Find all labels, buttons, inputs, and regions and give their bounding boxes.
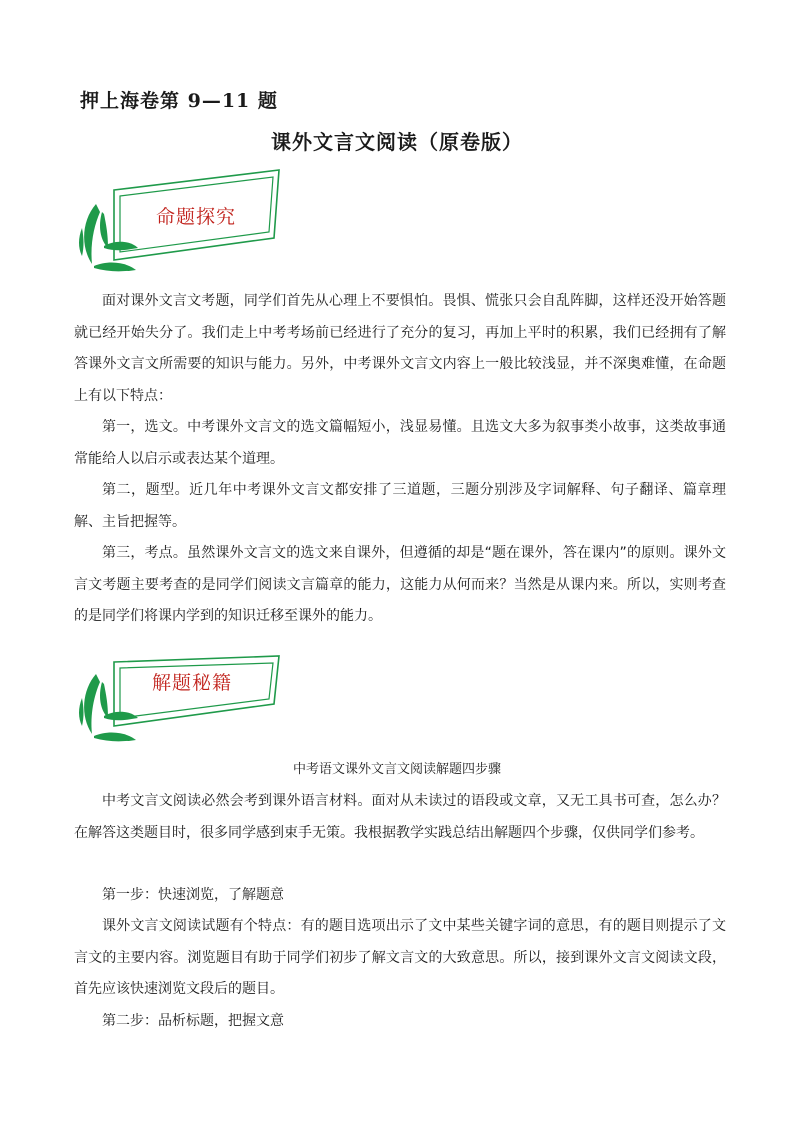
banner-label: 解题秘籍 xyxy=(152,672,233,694)
section-banner-mingti xyxy=(74,168,284,278)
page-title: 课外文言文阅读（原卷版） xyxy=(271,130,523,154)
paragraph: 第一步：快速浏览，了解题意 xyxy=(102,887,284,903)
paragraph: 课外文言文阅读试题有个特点：有的题目选项出示了文中某些关键字词的意思，有的题目则提示了文言文的主要内容。浏览题目有助于同学们初步了解文言文的大致意思。所以，接到课外文言文阅读文段，首先应该快速浏览文段后的题目。 xyxy=(74,918,726,997)
paragraph: 第一，选文。中考课外文言文的选文篇幅短小，浅显易懂。且选文大多为叙事类小故事，这类故事通常能给人以启示或表达某个道理。 xyxy=(74,419,726,467)
paragraph: 第三，考点。虽然课外文言文的选文来自课外，但遵循的却是“题在课外，答在课内”的原则。课外文言文考题主要考查的是同学们阅读文言篇章的能力，这能力从何而来？当然是从课内来。所以，实则考查的是同学们将课内学到的知识迁移至课外的能力。 xyxy=(74,545,726,624)
paragraph: 面对课外文言文考题，同学们首先从心理上不要惧怕。畏惧、慌张只会自乱阵脚，这样还没开始答题就已经开始失分了。我们走上中考考场前已经进行了充分的复习，再加上平时的积累，我们已经拥有了解答课外文言文所需要的知识与能力。另外，中考课外文言文内容上一般比较浅显，并不深奥难懂，在命题上有以下特点： xyxy=(74,293,726,404)
top-title: 押上海卷第 9—11 题 xyxy=(80,90,278,112)
banner-label: 命题探究 xyxy=(156,206,237,228)
paragraph: 第二，题型。近几年中考课外文言文都安排了三道题，三题分别涉及字词解释、句子翻译、篇章理解、主旨把握等。 xyxy=(74,482,726,530)
paragraph: 第二步：品析标题，把握文意 xyxy=(102,1013,284,1029)
paragraph: 中考文言文阅读必然会考到课外语言材料。面对从未读过的语段或文章，又无工具书可查，怎么办？在解答这类题目时，很多同学感到束手无策。我根据教学实践总结出解题四个步骤，仅供同学们参考。 xyxy=(74,793,726,841)
section-banner-jieti xyxy=(74,654,284,764)
section-subtitle: 中考语文课外文言文阅读解题四步骤 xyxy=(292,762,501,777)
